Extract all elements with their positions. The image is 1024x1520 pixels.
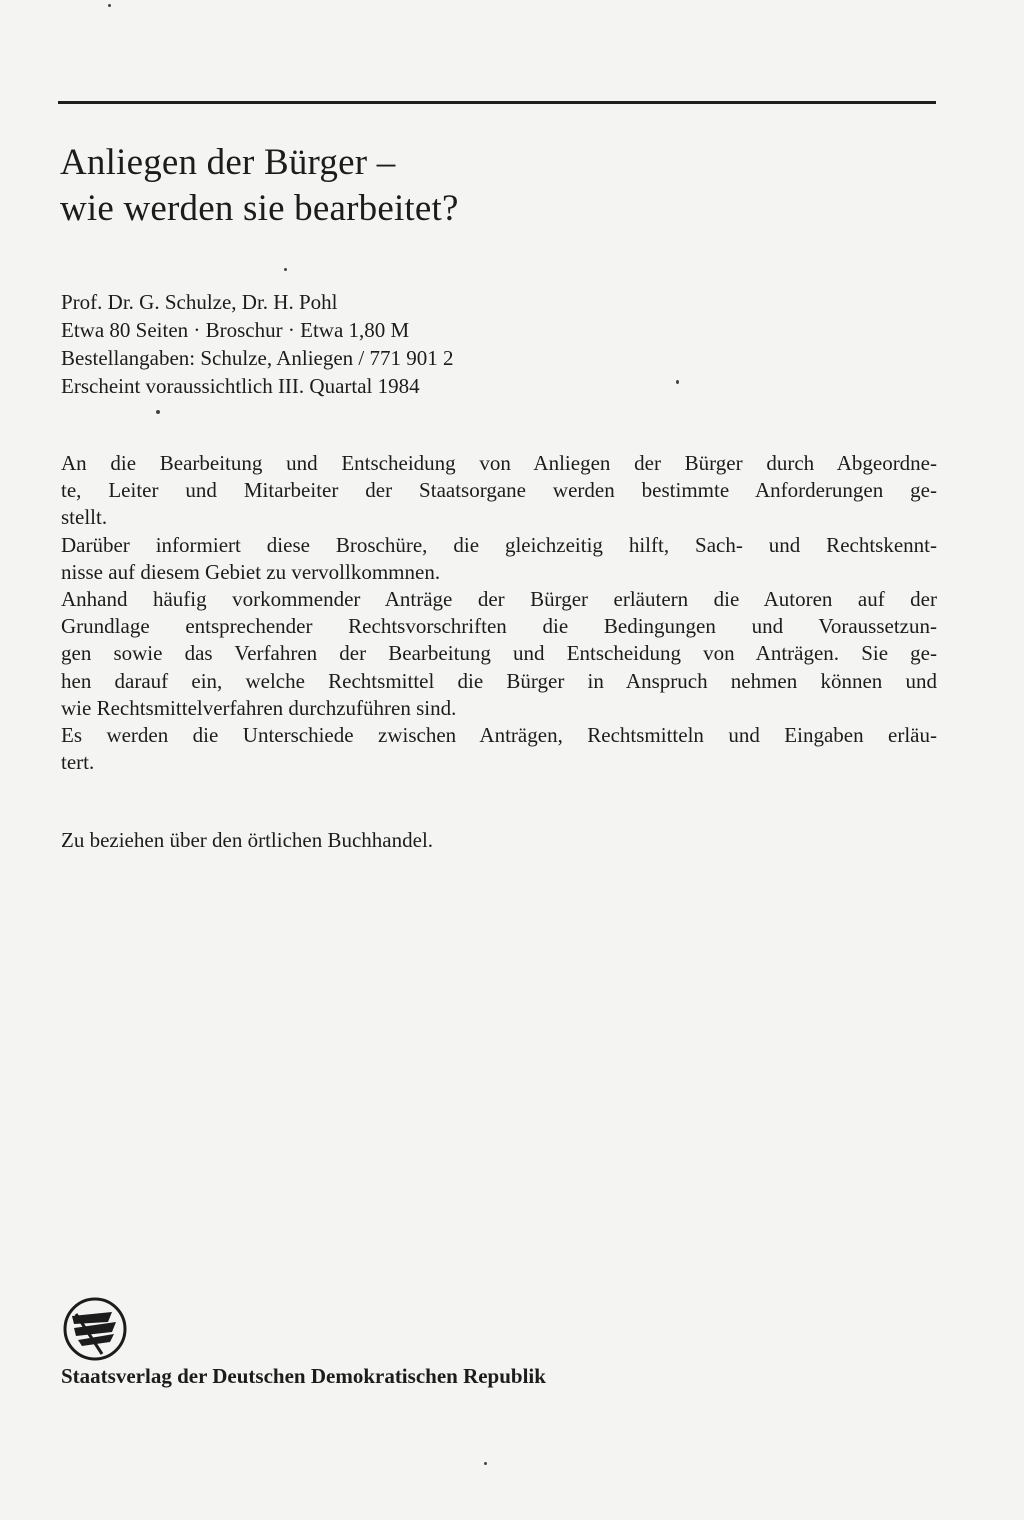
scan-speck [676, 380, 679, 384]
body-line: Anhand häufig vorkommender Anträge der Bürger erläutern die Autoren auf der [61, 587, 937, 612]
body-line: Grundlage entsprechender Rechtsvorschriften die Bedingungen und Voraussetzun- [61, 614, 937, 639]
order-info: Bestellangaben: Schulze, Anliegen / 771 901 2 [61, 346, 454, 370]
scan-speck [284, 268, 287, 271]
page-title [60, 140, 459, 232]
release-info: Erscheint voraussichtlich III. Quartal 1984 [61, 374, 420, 398]
body-line: tert. [61, 750, 95, 775]
body-line: wie Rechtsmittelverfahren durchzuführen sind. [61, 695, 457, 720]
scan-speck [108, 4, 111, 7]
body-line: stellt. [61, 505, 108, 530]
top-rule [58, 101, 936, 104]
staatsverlag-logo-icon [62, 1296, 128, 1362]
logo-graphic [62, 1296, 128, 1362]
body-line: An die Bearbeitung und Entscheidung von Anliegen der Bürger durch Abgeordne- [61, 451, 937, 475]
body-line: te, Leiter und Mitarbeiter der Staatsorgane werden bestimmte Anforderungen ge- [61, 478, 937, 503]
body-line: nisse auf diesem Gebiet zu vervollkommnen. [61, 559, 441, 584]
book-meta [61, 288, 454, 400]
scan-speck [156, 410, 160, 414]
authors: Prof. Dr. G. Schulze, Dr. H. Pohl [61, 290, 338, 314]
format-info: Etwa 80 Seiten · Broschur · Etwa 1,80 M [61, 318, 410, 342]
availability-note: Zu beziehen über den örtlichen Buchhandel. [61, 828, 434, 852]
body-line: hen darauf ein, welche Rechtsmittel die Bürger in Anspruch nehmen können und [61, 668, 937, 693]
title-line-2: wie werden sie bearbeitet? [60, 188, 459, 229]
scan-speck [484, 1462, 487, 1465]
title-line-1: Anliegen der Bürger – [60, 142, 396, 183]
description-text [61, 450, 937, 776]
body-line: Darüber informiert diese Broschüre, die gleichzeitig hilft, Sach- und Rechtskennt- [61, 532, 937, 557]
body-line: Es werden die Unterschiede zwischen Anträgen, Rechtsmitteln und Eingaben erläu- [61, 723, 937, 748]
body-line: gen sowie das Verfahren der Bearbeitung und Entscheidung von Anträgen. Sie ge- [61, 641, 937, 666]
publisher-name: Staatsverlag der Deutschen Demokratischen Republik [61, 1364, 546, 1388]
